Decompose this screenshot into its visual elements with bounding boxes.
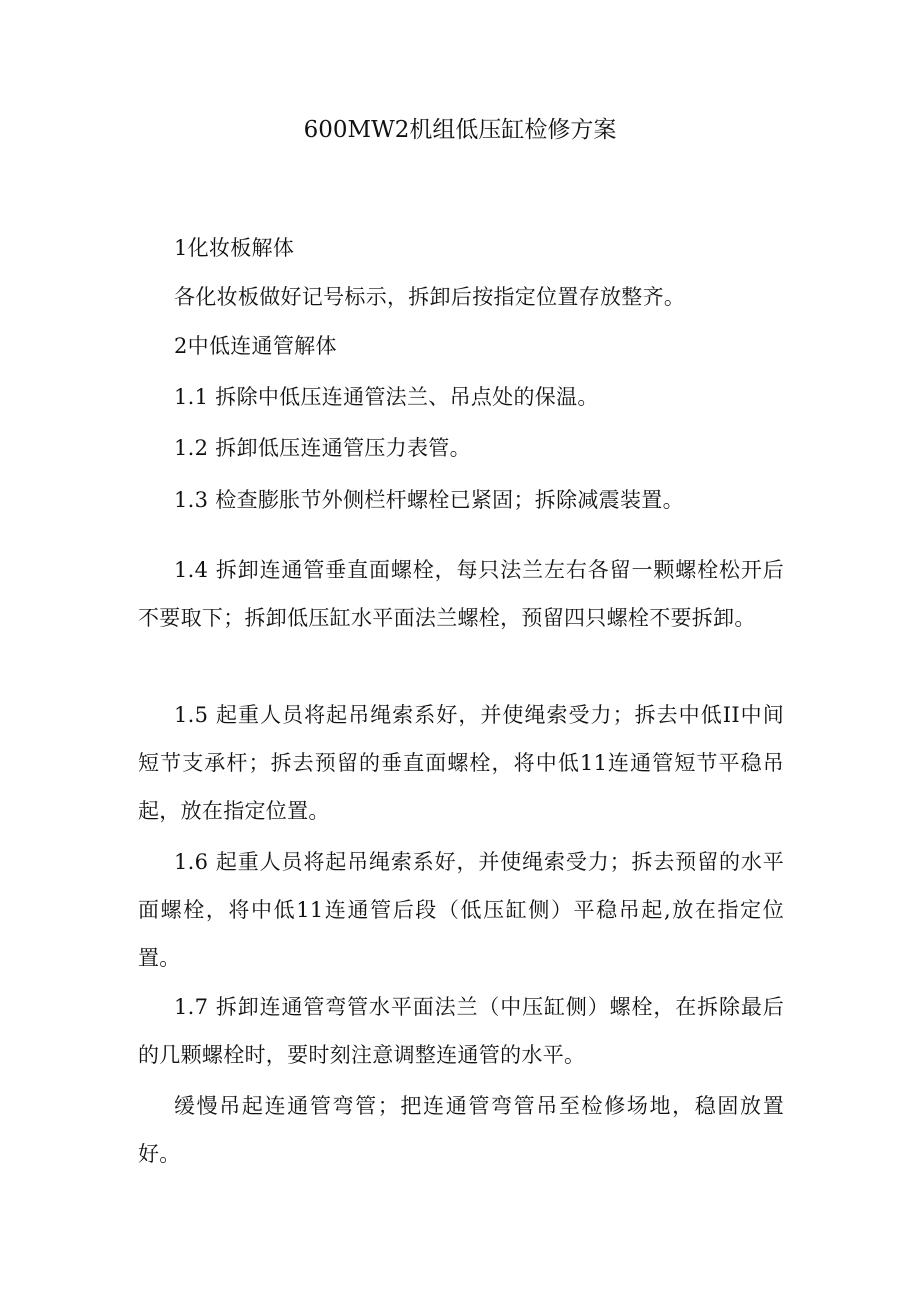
paragraph: 各化妆板做好记号标示，拆卸后按指定位置存放整齐。 xyxy=(174,285,686,309)
paragraph: 缓慢吊起连通管弯管；把连通管弯管吊至检修场地，稳固放置好。 xyxy=(138,1094,784,1166)
section-heading: 1化妆板解体 xyxy=(174,236,295,260)
paragraph: 1.1 拆除中低压连通管法兰、吊点处的保温。 xyxy=(174,385,599,409)
section-heading: 2中低连通管解体 xyxy=(174,334,337,358)
document-title: 600MW2机组低压缸检修方案 xyxy=(303,117,617,143)
paragraph: 1.7 拆卸连通管弯管水平面法兰（中压缸侧）螺栓，在拆除最后的几颗螺栓时，要时刻注意调整连通管的水平。 xyxy=(138,995,784,1067)
paragraph: 1.4 拆卸连通管垂直面螺栓，每只法兰左右各留一颗螺栓松开后不要取下；拆卸低压缸水平面法兰螺栓，预留四只螺栓不要拆卸。 xyxy=(138,558,784,630)
paragraph: 1.2 拆卸低压连通管压力表管。 xyxy=(174,436,471,460)
paragraph: 1.6 起重人员将起吊绳索系好，并使绳索受力；拆去预留的水平面螺栓，将中低11连通管后段（低压缸侧）平稳吊起,放在指定位置。 xyxy=(138,850,784,970)
paragraph: 1.3 检查膨胀节外侧栏杆螺栓已紧固；拆除减震装置。 xyxy=(174,488,684,512)
paragraph: 1.5 起重人员将起吊绳索系好，并使绳索受力；拆去中低II中间短节支承杆；拆去预留的垂直面螺栓，将中低11连通管短节平稳吊起，放在指定位置。 xyxy=(138,703,784,823)
